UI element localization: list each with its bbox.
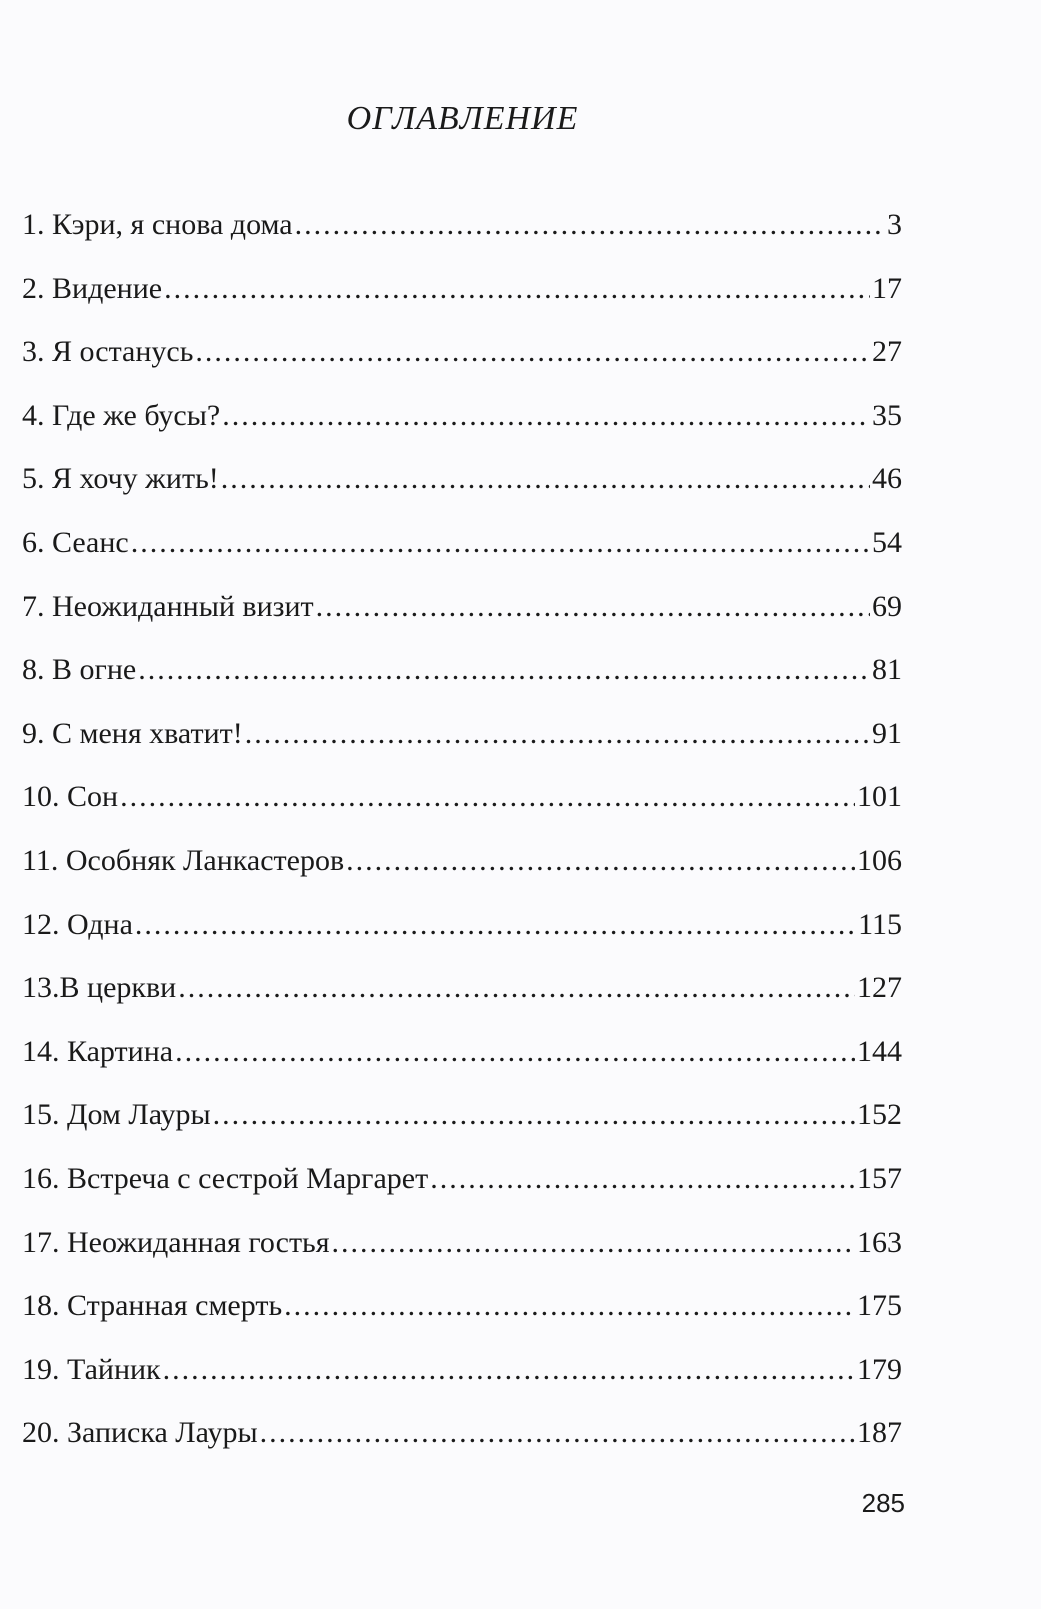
toc-entry <box>22 1408 902 1472</box>
toc-entry <box>22 836 902 900</box>
toc-entry-page: 81 <box>872 653 902 687</box>
toc-entry-page: 101 <box>857 780 902 814</box>
toc-entry <box>22 200 902 264</box>
toc-entry-page: 163 <box>857 1225 902 1259</box>
toc-entry-label: 15. Дом Лауры <box>22 1098 211 1132</box>
dot-leader <box>332 1218 855 1268</box>
toc-entry-page: 179 <box>857 1352 902 1386</box>
toc-entry-page: 175 <box>857 1289 902 1323</box>
toc-entry <box>22 772 902 836</box>
toc-entry-label: 17. Неожиданная гостья <box>22 1225 330 1259</box>
toc-entry-page: 27 <box>872 335 902 369</box>
dot-leader <box>164 264 870 314</box>
toc-entry-page: 187 <box>857 1416 902 1450</box>
dot-leader <box>138 645 870 695</box>
toc-entry-page: 127 <box>857 971 902 1005</box>
toc-entry-page: 115 <box>858 907 902 941</box>
toc-entry <box>22 1281 902 1345</box>
toc-entry <box>22 327 902 391</box>
toc-entry-page: 46 <box>872 462 902 496</box>
toc-entry <box>22 645 902 709</box>
toc-entry-label: 6. Сеанс <box>22 525 129 559</box>
toc-entry-page: 157 <box>857 1161 902 1195</box>
toc-entry-label: 14. Картина <box>22 1034 174 1068</box>
toc-entry-label: 10. Сон <box>22 780 119 814</box>
toc-entry-page: 35 <box>872 398 902 432</box>
dot-leader <box>131 518 870 568</box>
toc-entry <box>22 454 902 518</box>
dot-leader <box>430 1154 855 1204</box>
toc-entry-page: 144 <box>857 1034 902 1068</box>
toc-entry-page: 54 <box>872 525 902 559</box>
toc-entry-label: 8. В огне <box>22 653 137 687</box>
toc-entry-page: 69 <box>872 589 902 623</box>
dot-leader <box>284 1281 855 1331</box>
dot-leader <box>245 709 870 759</box>
toc-entry <box>22 1154 902 1218</box>
toc-entry <box>22 582 902 646</box>
toc-entry-page: 91 <box>872 716 902 750</box>
toc-entry-label: 12. Одна <box>22 907 133 941</box>
toc-entry-page: 3 <box>887 208 902 241</box>
toc-entry-label: 3. Я останусь <box>22 335 194 369</box>
dot-leader <box>260 1408 855 1458</box>
toc-entry-label: 1. Кэри, я снова дома <box>22 208 293 241</box>
dot-leader <box>120 772 855 822</box>
toc-entry <box>22 963 902 1027</box>
dot-leader <box>222 391 870 441</box>
dot-leader <box>295 200 885 250</box>
toc-entry-label: 9. С меня хватит! <box>22 716 243 750</box>
dot-leader <box>175 1027 855 1077</box>
toc-entry-label: 4. Где же бусы? <box>22 398 221 432</box>
toc-entry <box>22 264 902 328</box>
toc-entry-label: 2. Видение <box>22 271 163 305</box>
toc-entry-label: 7. Неожиданный визит <box>22 589 314 623</box>
toc-entry-label: 11. Особняк Ланкастеров <box>22 843 345 877</box>
dot-leader <box>135 900 856 950</box>
toc-entry-page: 106 <box>857 843 902 877</box>
table-of-contents <box>22 200 902 1472</box>
toc-entry-label: 20. Записка Лауры <box>22 1416 258 1450</box>
toc-entry <box>22 1090 902 1154</box>
toc-entry-label: 16. Встреча с сестрой Маргарет <box>22 1161 429 1195</box>
toc-entry-page: 152 <box>857 1098 902 1132</box>
page-number: 285 <box>861 1488 905 1518</box>
dot-leader <box>195 327 870 377</box>
dot-leader <box>316 582 870 632</box>
toc-entry-label: 18. Странная смерть <box>22 1289 283 1323</box>
toc-title: ОГЛАВЛЕНИЕ <box>346 100 579 137</box>
toc-entry <box>22 1218 902 1282</box>
toc-entry <box>22 391 902 455</box>
dot-leader <box>213 1090 855 1140</box>
dot-leader <box>221 454 870 504</box>
toc-entry <box>22 709 902 773</box>
dot-leader <box>178 963 855 1013</box>
toc-entry <box>22 518 902 582</box>
toc-entry-label: 19. Тайник <box>22 1352 161 1386</box>
toc-entry <box>22 900 902 964</box>
dot-leader <box>346 836 855 886</box>
toc-entry <box>22 1027 902 1091</box>
toc-entry-label: 13.В церкви <box>22 971 177 1005</box>
toc-entry <box>22 1345 902 1409</box>
toc-entry-page: 17 <box>872 271 902 305</box>
dot-leader <box>163 1345 855 1395</box>
toc-entry-label: 5. Я хочу жить! <box>22 462 219 496</box>
